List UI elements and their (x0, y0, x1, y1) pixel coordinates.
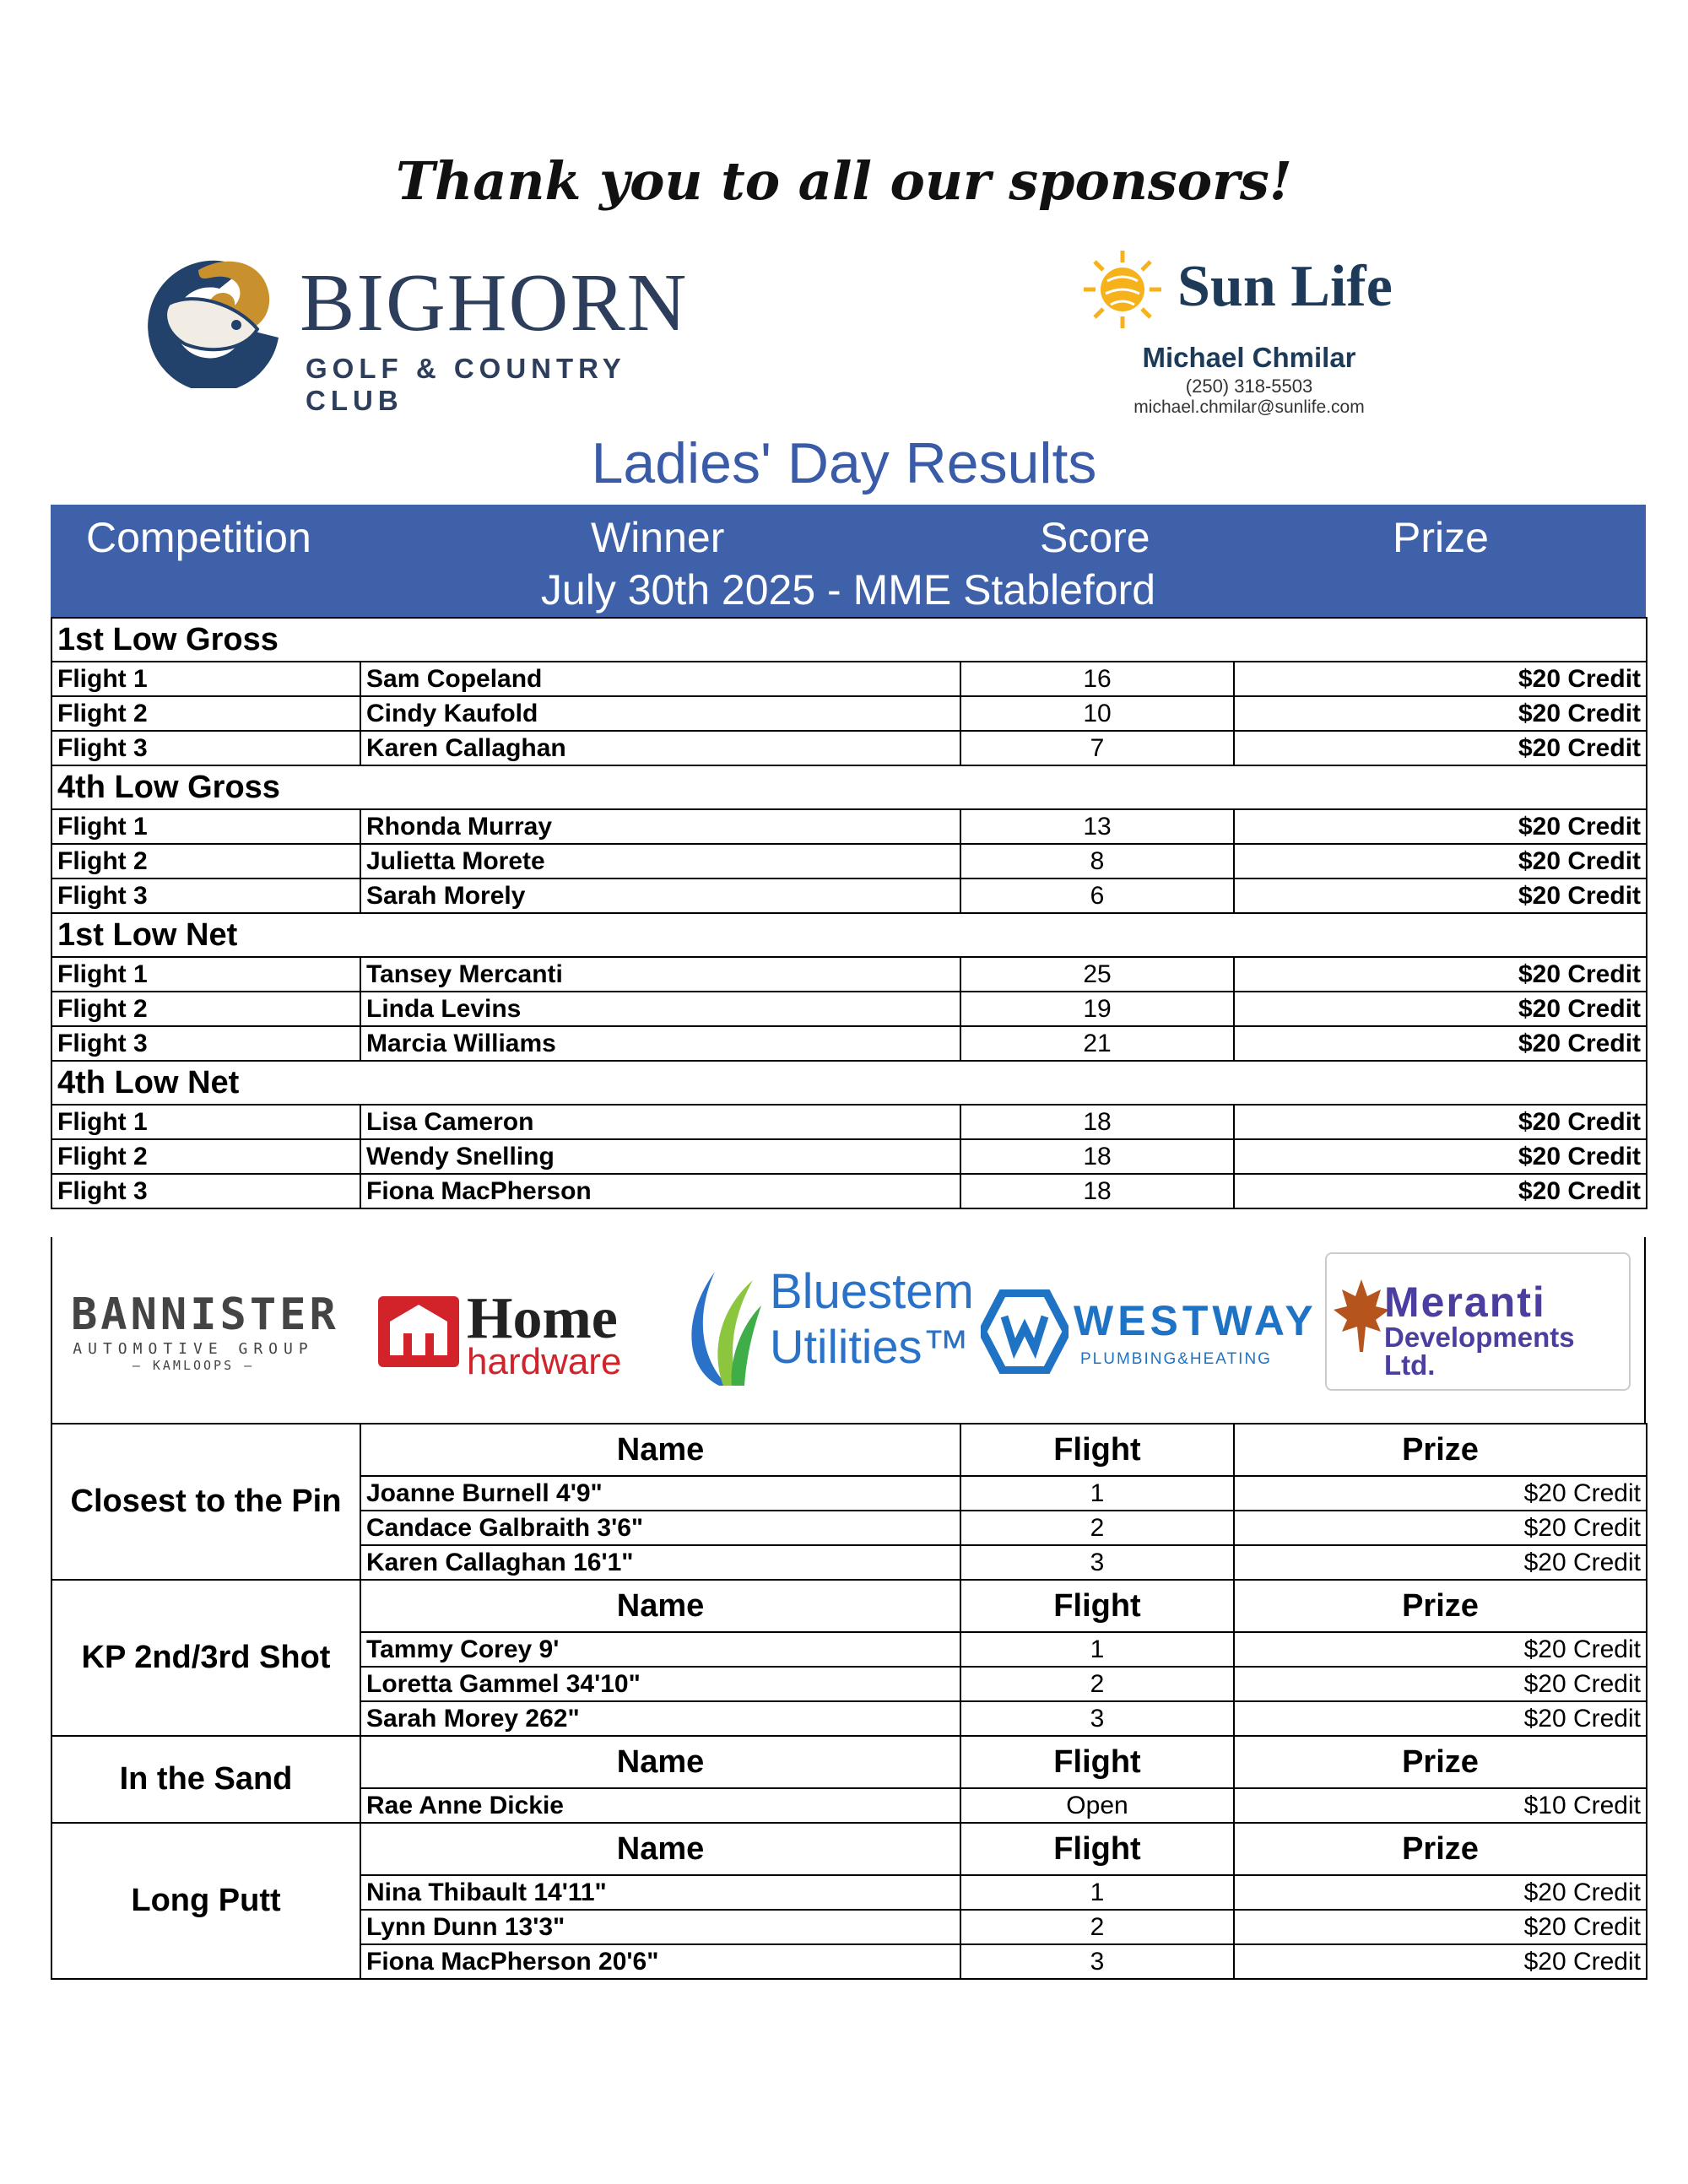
skill-name-cell: Rae Anne Dickie (360, 1788, 960, 1823)
skills-col-name: Name (360, 1823, 960, 1875)
skill-flight-cell: 2 (960, 1667, 1234, 1701)
skill-flight-cell: Open (960, 1788, 1234, 1823)
skill-name-cell: Nina Thibault 14'11" (360, 1875, 960, 1910)
flight-cell: Flight 2 (51, 696, 360, 731)
skills-table (51, 1423, 1647, 1980)
skill-flight-cell: 1 (960, 1875, 1234, 1910)
score-cell: 19 (960, 992, 1234, 1026)
result-row (51, 1105, 1647, 1139)
section-row (51, 1061, 1647, 1105)
results-table (51, 617, 1647, 1209)
result-row (51, 844, 1647, 878)
sun-icon (1080, 247, 1165, 332)
flight-cell: Flight 3 (51, 731, 360, 765)
flight-cell: Flight 1 (51, 809, 360, 844)
score-cell: 16 (960, 662, 1234, 696)
winner-cell: Cindy Kaufold (360, 696, 960, 731)
section-row (51, 618, 1647, 662)
event-subtitle: July 30th 2025 - MME Stableford (540, 566, 1156, 614)
prize-cell: $20 Credit (1234, 844, 1647, 878)
meranti-name: Meranti (1384, 1279, 1546, 1326)
prize-cell: $20 Credit (1234, 1026, 1647, 1061)
bluestem-name: Bluestem (770, 1264, 974, 1319)
bighorn-sub: GOLF & COUNTRY CLUB (306, 353, 626, 416)
skill-name-cell: Lynn Dunn 13'3" (360, 1910, 960, 1944)
meranti-logo (1325, 1252, 1631, 1391)
home-hardware-logo (378, 1288, 640, 1389)
skills-col-prize: Prize (1234, 1424, 1647, 1476)
winner-cell: Linda Levins (360, 992, 960, 1026)
skill-name-cell: Sarah Morey 262" (360, 1701, 960, 1736)
skills-col-flight: Flight (960, 1823, 1234, 1875)
winner-cell: Sam Copeland (360, 662, 960, 696)
winner-cell: Rhonda Murray (360, 809, 960, 844)
skills-col-flight: Flight (960, 1580, 1234, 1632)
section-title: 1st Low Gross (51, 618, 1647, 662)
maple-leaf-icon (1332, 1278, 1391, 1354)
skill-prize-cell: $20 Credit (1234, 1667, 1647, 1701)
skill-name-cell: Fiona MacPherson 20'6" (360, 1944, 960, 1979)
col-winner: Winner (591, 514, 725, 561)
westway-logo (981, 1283, 1352, 1384)
result-row (51, 1026, 1647, 1061)
skill-prize-cell: $20 Credit (1234, 1875, 1647, 1910)
skills-col-prize: Prize (1234, 1580, 1647, 1632)
page-title: Ladies' Day Results (591, 431, 1097, 495)
skill-prize-cell: $20 Credit (1234, 1476, 1647, 1511)
skill-prize-cell: $20 Credit (1234, 1511, 1647, 1545)
score-cell: 13 (960, 809, 1234, 844)
skills-col-flight: Flight (960, 1424, 1234, 1476)
prize-cell: $20 Credit (1234, 809, 1647, 844)
bighorn-ram-icon (118, 245, 287, 388)
result-row (51, 731, 1647, 765)
skill-event-name: Long Putt (51, 1823, 360, 1979)
prize-cell: $20 Credit (1234, 1174, 1647, 1208)
home-hardware-sub: hardware (467, 1341, 622, 1382)
skill-name-cell: Joanne Burnell 4'9" (360, 1476, 960, 1511)
home-hardware-icon (378, 1296, 459, 1367)
skills-header-row (51, 1424, 1647, 1476)
section-title: 4th Low Gross (51, 765, 1647, 809)
skills-col-name: Name (360, 1580, 960, 1632)
winner-cell: Fiona MacPherson (360, 1174, 960, 1208)
prize-cell: $20 Credit (1234, 878, 1647, 913)
score-cell: 25 (960, 957, 1234, 992)
bluestem-sub: Utilities™ (770, 1320, 970, 1373)
skill-flight-cell: 3 (960, 1944, 1234, 1979)
bluestem-grass-icon (677, 1268, 770, 1394)
westway-sub: PLUMBING&HEATING (1080, 1350, 1272, 1368)
skills-col-name: Name (360, 1736, 960, 1788)
skill-event-name: Closest to the Pin (51, 1424, 360, 1580)
bannister-city: — KAMLOOPS — (132, 1358, 255, 1373)
bluestem-logo (677, 1264, 974, 1394)
prize-cell: $20 Credit (1234, 696, 1647, 731)
result-row (51, 1139, 1647, 1174)
winner-cell: Tansey Mercanti (360, 957, 960, 992)
section-row (51, 765, 1647, 809)
skill-flight-cell: 2 (960, 1910, 1234, 1944)
sunlife-name: Sun Life (1177, 254, 1393, 319)
section-title: 1st Low Net (51, 913, 1647, 957)
home-hardware-name: Home (467, 1286, 618, 1351)
result-row (51, 878, 1647, 913)
skills-col-prize: Prize (1234, 1823, 1647, 1875)
prize-cell: $20 Credit (1234, 957, 1647, 992)
score-cell: 8 (960, 844, 1234, 878)
bannister-name: BANNISTER (71, 1289, 339, 1340)
bannister-logo (71, 1289, 339, 1373)
flight-cell: Flight 2 (51, 1139, 360, 1174)
col-competition: Competition (86, 514, 311, 561)
result-row (51, 696, 1647, 731)
prize-cell: $20 Credit (1234, 1139, 1647, 1174)
bannister-sub: AUTOMOTIVE GROUP (73, 1340, 314, 1358)
thanks-heading: Thank you to all our sponsors! (396, 150, 1292, 212)
meranti-sub: Developments Ltd. (1384, 1322, 1575, 1381)
skills-col-name: Name (360, 1424, 960, 1476)
winner-cell: Julietta Morete (360, 844, 960, 878)
score-cell: 10 (960, 696, 1234, 731)
sunlife-agent: Michael Chmilar (1142, 342, 1356, 373)
result-row (51, 957, 1647, 992)
skill-name-cell: Tammy Corey 9' (360, 1632, 960, 1667)
result-row (51, 662, 1647, 696)
skills-col-flight: Flight (960, 1736, 1234, 1788)
flight-cell: Flight 1 (51, 957, 360, 992)
flight-cell: Flight 1 (51, 1105, 360, 1139)
skill-flight-cell: 1 (960, 1632, 1234, 1667)
score-cell: 6 (960, 878, 1234, 913)
skill-flight-cell: 2 (960, 1511, 1234, 1545)
skill-flight-cell: 3 (960, 1545, 1234, 1580)
skill-name-cell: Candace Galbraith 3'6" (360, 1511, 960, 1545)
skill-prize-cell: $20 Credit (1234, 1944, 1647, 1979)
section-title: 4th Low Net (51, 1061, 1647, 1105)
score-cell: 7 (960, 731, 1234, 765)
prize-cell: $20 Credit (1234, 662, 1647, 696)
flight-cell: Flight 2 (51, 992, 360, 1026)
sponsor-logos-row (51, 1237, 1646, 1424)
results-header-band (51, 505, 1646, 617)
skills-header-row (51, 1736, 1647, 1788)
skill-prize-cell: $20 Credit (1234, 1632, 1647, 1667)
flight-cell: Flight 3 (51, 1174, 360, 1208)
result-row (51, 809, 1647, 844)
result-row (51, 1174, 1647, 1208)
col-score: Score (1040, 514, 1150, 561)
skill-flight-cell: 1 (960, 1476, 1234, 1511)
winner-cell: Lisa Cameron (360, 1105, 960, 1139)
score-cell: 18 (960, 1174, 1234, 1208)
skills-col-prize: Prize (1234, 1736, 1647, 1788)
sunlife-logo (1072, 241, 1426, 418)
result-row (51, 992, 1647, 1026)
bighorn-name: BIGHORN (300, 257, 689, 349)
score-cell: 18 (960, 1139, 1234, 1174)
flight-cell: Flight 2 (51, 844, 360, 878)
winner-cell: Wendy Snelling (360, 1139, 960, 1174)
prize-cell: $20 Credit (1234, 1105, 1647, 1139)
score-cell: 18 (960, 1105, 1234, 1139)
sunlife-phone: (250) 318-5503 (1185, 376, 1313, 397)
skill-prize-cell: $20 Credit (1234, 1545, 1647, 1580)
skill-prize-cell: $10 Credit (1234, 1788, 1647, 1823)
skill-name-cell: Loretta Gammel 34'10" (360, 1667, 960, 1701)
skill-name-cell: Karen Callaghan 16'1" (360, 1545, 960, 1580)
winner-cell: Marcia Williams (360, 1026, 960, 1061)
skill-prize-cell: $20 Credit (1234, 1701, 1647, 1736)
prize-cell: $20 Credit (1234, 992, 1647, 1026)
skill-flight-cell: 3 (960, 1701, 1234, 1736)
skills-header-row (51, 1823, 1647, 1875)
skill-prize-cell: $20 Credit (1234, 1910, 1647, 1944)
winner-cell: Karen Callaghan (360, 731, 960, 765)
score-cell: 21 (960, 1026, 1234, 1061)
skill-event-name: In the Sand (51, 1736, 360, 1823)
col-prize: Prize (1393, 514, 1489, 561)
winner-cell: Sarah Morely (360, 878, 960, 913)
flight-cell: Flight 1 (51, 662, 360, 696)
skill-event-name: KP 2nd/3rd Shot (51, 1580, 360, 1736)
section-row (51, 913, 1647, 957)
prize-cell: $20 Credit (1234, 731, 1647, 765)
bighorn-logo (118, 245, 726, 416)
skills-header-row (51, 1580, 1647, 1632)
sunlife-email: michael.chmilar@sunlife.com (1133, 397, 1365, 417)
westway-name: WESTWAY (1074, 1297, 1317, 1344)
westway-hex-icon (981, 1289, 1069, 1374)
flight-cell: Flight 3 (51, 878, 360, 913)
flight-cell: Flight 3 (51, 1026, 360, 1061)
